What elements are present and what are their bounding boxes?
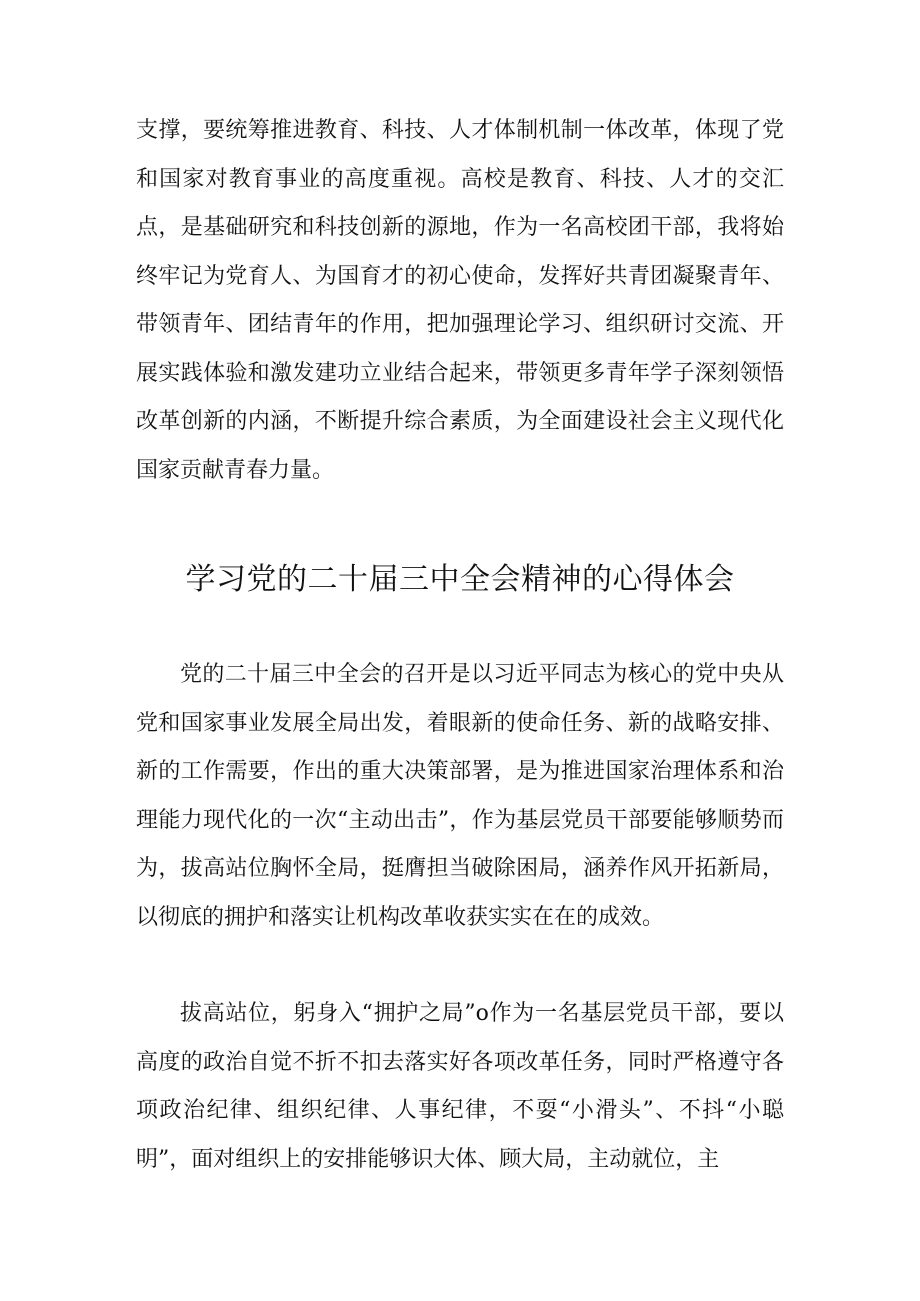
intro-paragraph: 支撑，要统筹推进教育、科技、人才体制机制一体改革，体现了党和国家对教育事业的高度重视。高校是教育、科技、人才的交汇点，是基础研究和科技创新的源地，作为一名高校团干部，我将始终牢记为党育人、为国育才的初心使命，发挥好共青团凝聚青年、带领青年、团结青年的作用，把加强理论学习、组织研讨交流、开展实践体验和激发建功立业结合起来，带领更多青年学子深刻领悟改革创新的内涵，不断提升综合素质，为全面建设社会主义现代化国家贡献青春力量。 <box>136 118 784 483</box>
body-paragraph-2: 拔高站位，躬身入“拥护之局”o作为一名基层党员干部，要以高度的政治自觉不折不扣去落实好各项改革任务，同时严格遵守各项政治纪律、组织纪律、人事纪律，不耍“小滑头”、不抖“小聪明”，面对组织上的安排能够识大体、顾大局，主动就位，主 <box>136 1001 784 1172</box>
body-paragraph-1: 党的二十届三中全会的召开是以习近平同志为核心的党中央从党和国家事业发展全局出发，着眼新的使命任务、新的战略安排、新的工作需要，作出的重大决策部署，是为推进国家治理体系和治理能力现代化的一次“主动出击”，作为基层党员干部要能够顺势而为，拔高站位胸怀全局，挺膺担当破除困局，涵养作风开拓新局，以彻底的拥护和落实让机构改革收获实实在在的成效。 <box>136 662 784 930</box>
section-title: 学习党的二十届三中全会精神的心得体会 <box>185 562 735 597</box>
